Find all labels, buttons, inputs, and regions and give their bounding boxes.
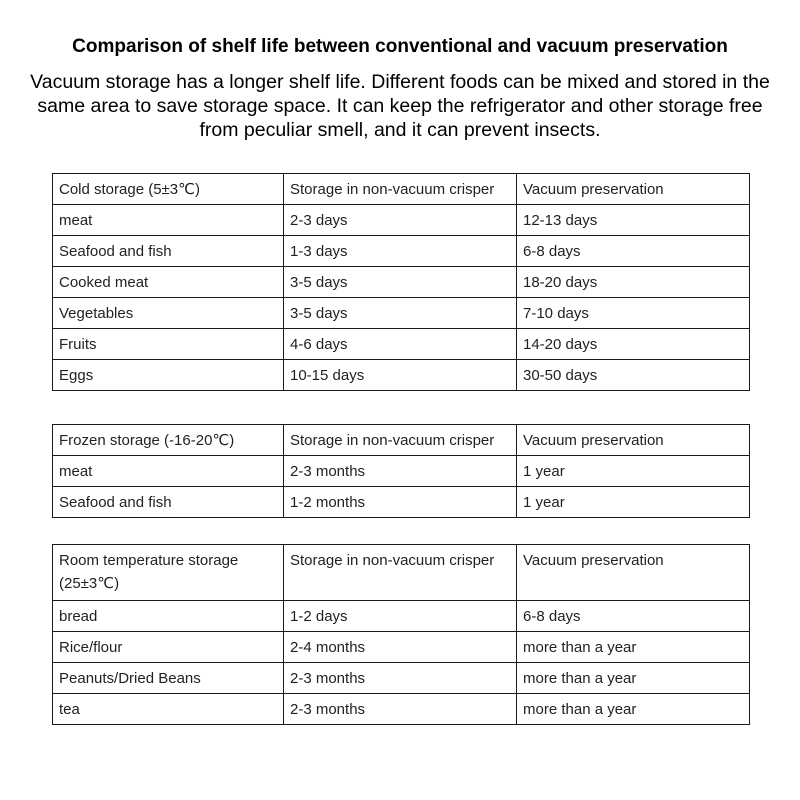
header-cell-vacuum: Vacuum preservation [517, 425, 750, 456]
table-row [53, 236, 750, 267]
table-header-row [53, 545, 750, 601]
non-vacuum-cell: 3-5 days [284, 267, 517, 298]
header-cell-non-vacuum: Storage in non-vacuum crisper [284, 174, 517, 205]
non-vacuum-cell: 2-3 months [284, 663, 517, 694]
table-row [53, 298, 750, 329]
food-cell: bread [53, 601, 284, 632]
vacuum-cell: 12-13 days [517, 205, 750, 236]
vacuum-cell: 18-20 days [517, 267, 750, 298]
intro-paragraph: Vacuum storage has a longer shelf life. Different foods can be mixed and stored in the same area to save storage space. It can keep the refrigerator and other storage free from peculiar smell, and it can prevent insects. [30, 71, 770, 141]
header-cell-category: Frozen storage (-16-20℃) [53, 425, 284, 456]
food-cell: Cooked meat [53, 267, 284, 298]
non-vacuum-cell: 1-2 days [284, 601, 517, 632]
food-cell: meat [53, 456, 284, 487]
cold-storage-table [52, 173, 750, 391]
non-vacuum-cell: 10-15 days [284, 360, 517, 391]
vacuum-cell: 7-10 days [517, 298, 750, 329]
table-row [53, 456, 750, 487]
table-header-row [53, 425, 750, 456]
non-vacuum-cell: 3-5 days [284, 298, 517, 329]
table-row [53, 663, 750, 694]
vacuum-cell: 1 year [517, 456, 750, 487]
table-row [53, 632, 750, 663]
non-vacuum-cell: 1-3 days [284, 236, 517, 267]
food-cell: Peanuts/Dried Beans [53, 663, 284, 694]
food-cell: tea [53, 694, 284, 725]
table-row [53, 694, 750, 725]
vacuum-cell: 1 year [517, 487, 750, 518]
frozen-storage-table [52, 424, 750, 518]
table-row [53, 267, 750, 298]
non-vacuum-cell: 2-3 days [284, 205, 517, 236]
vacuum-cell: more than a year [517, 694, 750, 725]
header-cell-non-vacuum: Storage in non-vacuum crisper [284, 425, 517, 456]
food-cell: Fruits [53, 329, 284, 360]
food-cell: Vegetables [53, 298, 284, 329]
header-cell-vacuum: Vacuum preservation [517, 545, 750, 601]
table-row [53, 601, 750, 632]
table-row [53, 329, 750, 360]
non-vacuum-cell: 2-4 months [284, 632, 517, 663]
header-cell-non-vacuum: Storage in non-vacuum crisper [284, 545, 517, 601]
header-cell-category: Room temperature storage (25±3℃) [53, 545, 284, 601]
vacuum-cell: 14-20 days [517, 329, 750, 360]
vacuum-cell: 6-8 days [517, 236, 750, 267]
non-vacuum-cell: 2-3 months [284, 456, 517, 487]
page-title: Comparison of shelf life between conventional and vacuum preservation [72, 36, 728, 57]
food-cell: Seafood and fish [53, 236, 284, 267]
vacuum-cell: more than a year [517, 663, 750, 694]
vacuum-cell: more than a year [517, 632, 750, 663]
vacuum-cell: 30-50 days [517, 360, 750, 391]
header-cell-category: Cold storage (5±3℃) [53, 174, 284, 205]
table-row [53, 205, 750, 236]
table-header-row [53, 174, 750, 205]
header-cell-vacuum: Vacuum preservation [517, 174, 750, 205]
vacuum-cell: 6-8 days [517, 601, 750, 632]
room-temperature-storage-table [52, 544, 750, 725]
food-cell: meat [53, 205, 284, 236]
table-row [53, 360, 750, 391]
food-cell: Rice/flour [53, 632, 284, 663]
non-vacuum-cell: 2-3 months [284, 694, 517, 725]
food-cell: Seafood and fish [53, 487, 284, 518]
non-vacuum-cell: 4-6 days [284, 329, 517, 360]
table-row [53, 487, 750, 518]
non-vacuum-cell: 1-2 months [284, 487, 517, 518]
food-cell: Eggs [53, 360, 284, 391]
